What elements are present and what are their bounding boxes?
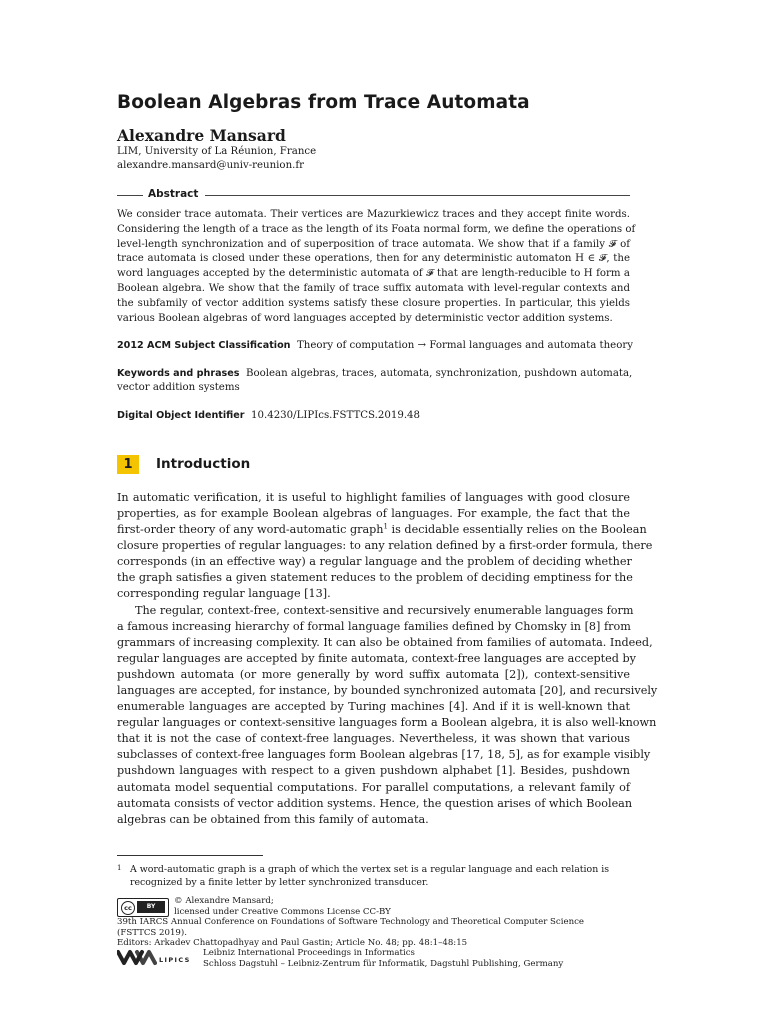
- body-line: pushdown languages with respect to a given pushdown alphabet [1]. Besides, pushdown: [117, 764, 630, 778]
- abstract-rule-right: [205, 195, 630, 196]
- keywords-text: Boolean algebras, traces, automata, synchronization, pushdown automata,: [245, 368, 633, 379]
- body-line: algebras can be obtained from this family of automata.: [117, 812, 429, 826]
- intro-paragraph-2: [117, 603, 658, 828]
- doi: [117, 409, 630, 423]
- abstract-line: various Boolean algebras of word languages accepted by deterministic vector addition systems.: [117, 312, 613, 324]
- body-line: grammars of increasing complexity. It can also be obtained from families of automata. Indeed,: [117, 636, 653, 650]
- footnote-line: A word-automatic graph is a graph of which the vertex set is a regular language and each relation is: [130, 864, 610, 875]
- footnote: [117, 864, 630, 889]
- acm-classification: [117, 339, 633, 353]
- section-title: Introduction: [156, 456, 251, 472]
- paper-title: Boolean Algebras from Trace Automata: [117, 92, 530, 113]
- cc-by-license-icon[interactable]: [117, 898, 169, 917]
- keywords: [117, 367, 633, 395]
- cc-circle-icon: cc: [121, 901, 135, 915]
- abstract-text: [117, 208, 636, 326]
- body-line: subclasses of context-free languages form Boolean algebras [17, 18, 5], as for example visibly: [117, 748, 651, 762]
- abstract-line: Considering the length of a trace as the length of its Foata normal form, we define the operations of: [117, 223, 636, 235]
- abstract-line: We consider trace automata. Their vertices are Mazurkiewicz traces and they accept finite words.: [117, 209, 630, 220]
- license-text: © Alexandre Mansard; licensed under Creative Commons License CC-BY: [174, 896, 391, 917]
- lipics-waves-icon: [117, 946, 157, 968]
- body-line: enumerable languages are accepted by Turing machines [4]. And if it is well-known that: [117, 700, 630, 714]
- body-line: automata consists of vector addition systems. Hence, the question arises of which Boolean: [117, 796, 633, 810]
- conference-info: 39th IARCS Annual Conference on Foundations of Software Technology and Theoretical Computer Science (FSTTCS 2019). Editors: Arkadev Chattopadhyay and Paul Gastin; Article No. 48; pp. 48:1–48:15: [117, 917, 585, 949]
- abstract-line: word languages accepted by the deterministic automata of 𝓕 that are length-reducible to H form a: [117, 268, 630, 280]
- body-line: the graph satisfies a given statement reduces to the problem of deciding emptiness for the: [117, 571, 633, 585]
- footnote-ref[interactable]: 1: [383, 522, 388, 531]
- body-line: In automatic verification, it is useful to highlight families of languages with good closure: [117, 491, 630, 504]
- body-line: corresponding regular language [13].: [117, 587, 331, 601]
- body-line: corresponds (in an effective way) a regular language and the problem of deciding whether: [117, 555, 632, 569]
- footnote-line: recognized by a finite letter by letter synchronized transducer.: [130, 876, 429, 888]
- body-line: closure properties of regular languages: to any relation defined by a first-order formula, there: [117, 539, 653, 553]
- body-line: a famous increasing hierarchy of formal language families defined by Chomsky in [8] from: [117, 620, 631, 634]
- acm-label: 2012 ACM Subject Classification: [117, 340, 291, 351]
- publisher-info: Leibniz International Proceedings in Informatics Schloss Dagstuhl – Leibniz-Zentrum für Informatik, Dagstuhl Publishing, Germany: [203, 948, 564, 969]
- lipics-logo-text: LIPICS: [159, 956, 191, 964]
- author-name: Alexandre Mansard: [117, 126, 286, 145]
- footnote-rule: [117, 855, 263, 856]
- body-line: languages are accepted, for instance, by bounded synchronized automata [20], and recursively: [117, 684, 658, 698]
- keywords-text-cont: vector addition systems: [117, 382, 240, 393]
- author-affiliation: LIM, University of La Réunion, France: [117, 146, 317, 157]
- by-badge-icon: BY: [137, 901, 165, 913]
- body-line: properties, as for example Boolean algebras of languages. For example, the fact that the: [117, 507, 630, 521]
- body-line: regular languages or context-sensitive languages form a Boolean algebra, it is also well-known: [117, 716, 657, 730]
- body-line-with-footnote: first-order theory of any word-automatic graph$^1$ is decidable essentially relies on the Boolean: [117, 522, 647, 537]
- lipics-logo: [117, 946, 201, 968]
- body-line: regular languages are accepted by finite automata, context-free languages are accepted by: [117, 652, 636, 666]
- abstract-line: Boolean algebra. We show that the family of trace suffix automata with level-regular contexts and: [117, 282, 630, 294]
- footnote-number: 1: [117, 864, 122, 872]
- intro-paragraph-1: [117, 490, 653, 602]
- doi-label: Digital Object Identifier: [117, 410, 245, 421]
- abstract-line: trace automata is closed under these operations, then for any deterministic automaton H ∈ 𝓕, the: [117, 253, 630, 265]
- abstract-heading: [117, 188, 630, 202]
- doi-text[interactable]: 10.4230/LIPIcs.FSTTCS.2019.48: [251, 410, 421, 421]
- abstract-rule-left: [117, 195, 143, 196]
- abstract-line: the subfamily of vector addition systems satisfy these closure properties. In particular, this yields: [117, 297, 630, 309]
- acm-text: Theory of computation → Formal languages and automata theory: [296, 340, 633, 351]
- body-line: The regular, context-free, context-sensitive and recursively enumerable languages form: [135, 604, 634, 617]
- author-email: alexandre.mansard@univ-reunion.fr: [117, 160, 305, 171]
- abstract-line: level-length synchronization and of superposition of trace automata. We show that if a family 𝓕 of: [117, 238, 630, 250]
- keywords-label: Keywords and phrases: [117, 368, 240, 379]
- body-line: pushdown automata (or more generally by word suffix automata [2]), context-sensitive: [117, 668, 630, 682]
- body-line: automata model sequential computations. For parallel computations, a relevant family of: [117, 780, 630, 794]
- section-number: 1: [117, 455, 139, 474]
- body-line: that it is not the case of context-free languages. Nevertheless, it was shown that various: [117, 732, 630, 746]
- abstract-label: Abstract: [148, 188, 199, 200]
